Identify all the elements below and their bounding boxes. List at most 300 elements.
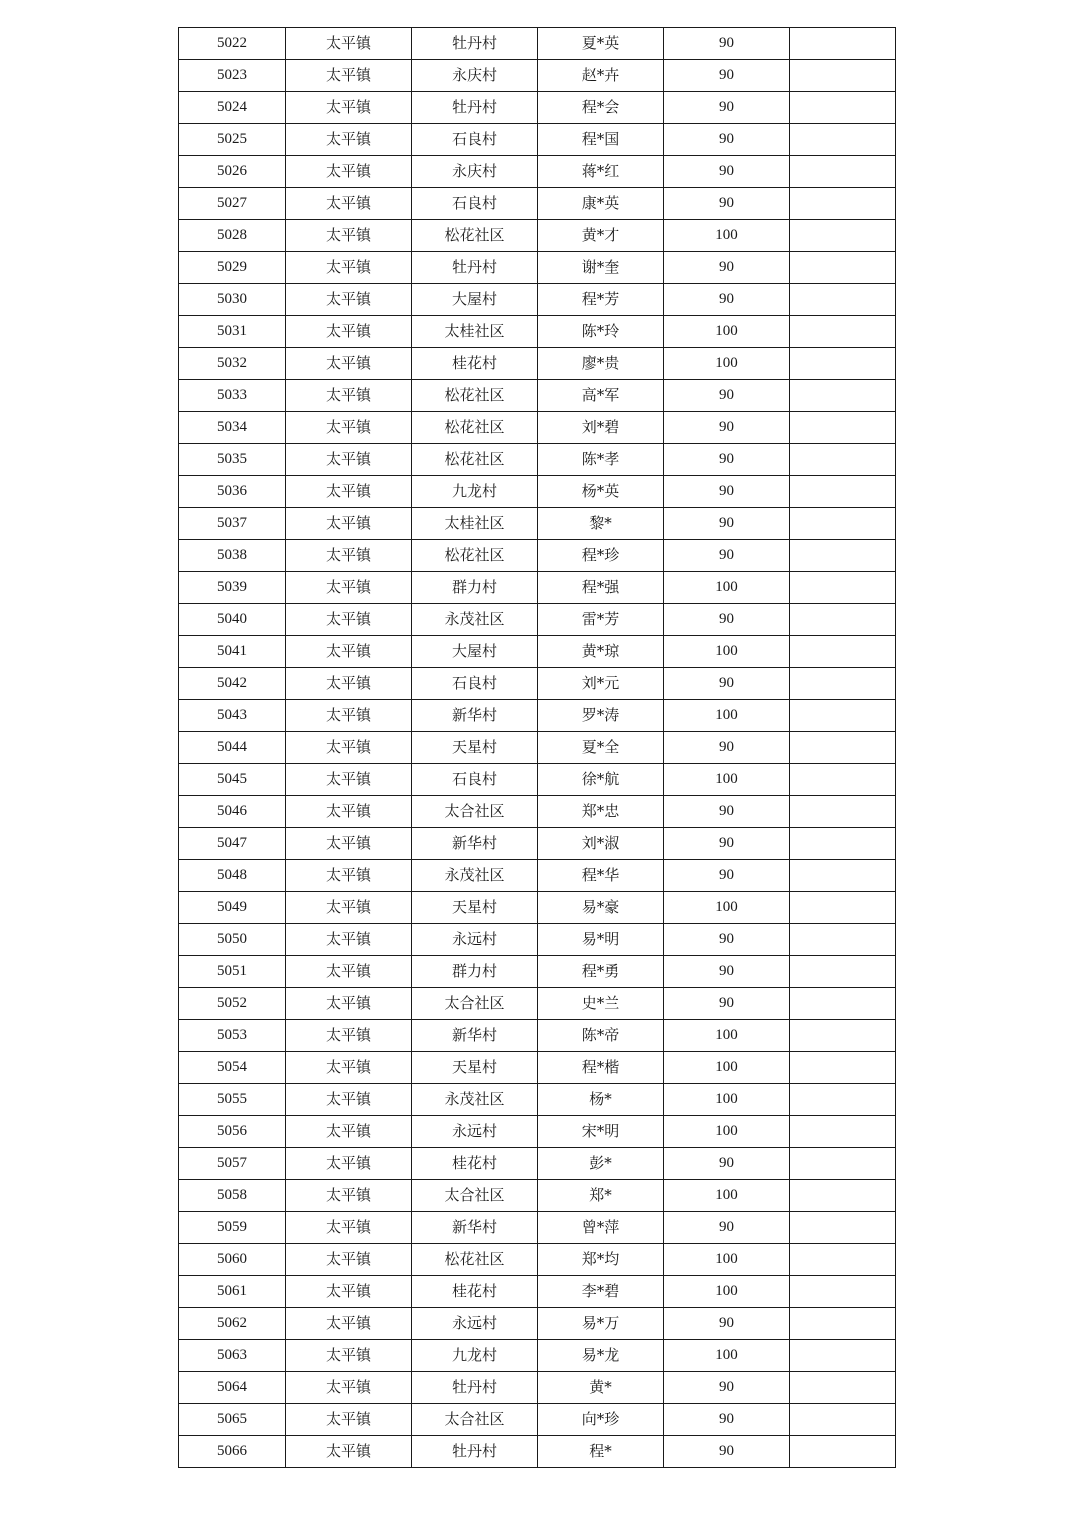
cell-town: 太平镇 <box>286 828 412 860</box>
cell-amount: 90 <box>664 60 790 92</box>
table-row <box>179 796 896 828</box>
cell-amount: 90 <box>664 860 790 892</box>
cell-serial-number: 5036 <box>179 476 286 508</box>
cell-note <box>790 1436 896 1468</box>
cell-person-name: 程*珍 <box>538 540 664 572</box>
cell-person-name: 程*华 <box>538 860 664 892</box>
table-row <box>179 828 896 860</box>
cell-person-name: 黎* <box>538 508 664 540</box>
cell-serial-number: 5045 <box>179 764 286 796</box>
cell-town: 太平镇 <box>286 92 412 124</box>
cell-person-name: 程* <box>538 1436 664 1468</box>
cell-town: 太平镇 <box>286 348 412 380</box>
cell-note <box>790 252 896 284</box>
table-row <box>179 1052 896 1084</box>
cell-serial-number: 5054 <box>179 1052 286 1084</box>
cell-amount: 100 <box>664 1084 790 1116</box>
cell-person-name: 程*勇 <box>538 956 664 988</box>
cell-amount: 90 <box>664 1436 790 1468</box>
cell-person-name: 易*明 <box>538 924 664 956</box>
cell-amount: 90 <box>664 988 790 1020</box>
table-row <box>179 1180 896 1212</box>
cell-village: 群力村 <box>412 572 538 604</box>
cell-town: 太平镇 <box>286 188 412 220</box>
cell-note <box>790 1180 896 1212</box>
cell-note <box>790 284 896 316</box>
cell-amount: 90 <box>664 508 790 540</box>
table-row <box>179 1436 896 1468</box>
cell-note <box>790 316 896 348</box>
cell-amount: 100 <box>664 1244 790 1276</box>
table-row <box>179 188 896 220</box>
cell-town: 太平镇 <box>286 764 412 796</box>
cell-town: 太平镇 <box>286 700 412 732</box>
table-row <box>179 1372 896 1404</box>
cell-town: 太平镇 <box>286 1436 412 1468</box>
cell-serial-number: 5048 <box>179 860 286 892</box>
cell-note <box>790 1340 896 1372</box>
cell-village: 永庆村 <box>412 60 538 92</box>
table-row <box>179 1212 896 1244</box>
cell-village: 桂花村 <box>412 1148 538 1180</box>
cell-person-name: 刘*碧 <box>538 412 664 444</box>
cell-amount: 90 <box>664 284 790 316</box>
cell-note <box>790 604 896 636</box>
cell-village: 松花社区 <box>412 380 538 412</box>
cell-person-name: 宋*明 <box>538 1116 664 1148</box>
cell-amount: 100 <box>664 348 790 380</box>
cell-serial-number: 5035 <box>179 444 286 476</box>
cell-village: 太合社区 <box>412 1180 538 1212</box>
cell-serial-number: 5055 <box>179 1084 286 1116</box>
cell-serial-number: 5066 <box>179 1436 286 1468</box>
cell-amount: 90 <box>664 828 790 860</box>
table-row <box>179 252 896 284</box>
cell-town: 太平镇 <box>286 636 412 668</box>
cell-village: 桂花村 <box>412 348 538 380</box>
table-row <box>179 572 896 604</box>
table-row <box>179 60 896 92</box>
cell-amount: 100 <box>664 892 790 924</box>
cell-town: 太平镇 <box>286 540 412 572</box>
cell-note <box>790 348 896 380</box>
cell-town: 太平镇 <box>286 860 412 892</box>
cell-note <box>790 828 896 860</box>
cell-amount: 100 <box>664 1116 790 1148</box>
cell-amount: 100 <box>664 1052 790 1084</box>
cell-amount: 90 <box>664 476 790 508</box>
cell-person-name: 罗*涛 <box>538 700 664 732</box>
cell-person-name: 夏*全 <box>538 732 664 764</box>
table-row <box>179 380 896 412</box>
cell-note <box>790 220 896 252</box>
cell-village: 石良村 <box>412 188 538 220</box>
table-row <box>179 1244 896 1276</box>
cell-village: 新华村 <box>412 828 538 860</box>
cell-town: 太平镇 <box>286 124 412 156</box>
table-row <box>179 348 896 380</box>
cell-amount: 90 <box>664 604 790 636</box>
cell-serial-number: 5033 <box>179 380 286 412</box>
cell-serial-number: 5062 <box>179 1308 286 1340</box>
cell-town: 太平镇 <box>286 1180 412 1212</box>
table-row <box>179 124 896 156</box>
cell-village: 太合社区 <box>412 796 538 828</box>
cell-note <box>790 892 896 924</box>
cell-person-name: 高*军 <box>538 380 664 412</box>
cell-village: 九龙村 <box>412 476 538 508</box>
cell-person-name: 徐*航 <box>538 764 664 796</box>
cell-serial-number: 5040 <box>179 604 286 636</box>
cell-person-name: 黄*琼 <box>538 636 664 668</box>
cell-note <box>790 1084 896 1116</box>
cell-note <box>790 764 896 796</box>
cell-town: 太平镇 <box>286 732 412 764</box>
cell-person-name: 郑* <box>538 1180 664 1212</box>
cell-village: 天星村 <box>412 732 538 764</box>
cell-village: 桂花村 <box>412 1276 538 1308</box>
cell-village: 牡丹村 <box>412 28 538 60</box>
cell-town: 太平镇 <box>286 988 412 1020</box>
cell-person-name: 廖*贵 <box>538 348 664 380</box>
subsidy-table <box>178 27 896 1468</box>
cell-note <box>790 668 896 700</box>
cell-serial-number: 5034 <box>179 412 286 444</box>
cell-town: 太平镇 <box>286 668 412 700</box>
cell-town: 太平镇 <box>286 508 412 540</box>
cell-note <box>790 860 896 892</box>
table-row <box>179 732 896 764</box>
cell-village: 牡丹村 <box>412 1436 538 1468</box>
table-row <box>179 924 896 956</box>
cell-amount: 100 <box>664 220 790 252</box>
cell-person-name: 刘*淑 <box>538 828 664 860</box>
cell-town: 太平镇 <box>286 1212 412 1244</box>
table-row <box>179 668 896 700</box>
cell-note <box>790 188 896 220</box>
cell-note <box>790 1372 896 1404</box>
cell-serial-number: 5061 <box>179 1276 286 1308</box>
cell-note <box>790 1244 896 1276</box>
cell-amount: 100 <box>664 1180 790 1212</box>
table-row <box>179 316 896 348</box>
cell-note <box>790 476 896 508</box>
cell-note <box>790 508 896 540</box>
cell-village: 太桂社区 <box>412 508 538 540</box>
cell-note <box>790 796 896 828</box>
cell-amount: 90 <box>664 156 790 188</box>
cell-person-name: 陈*玲 <box>538 316 664 348</box>
cell-village: 大屋村 <box>412 636 538 668</box>
cell-village: 永庆村 <box>412 156 538 188</box>
cell-note <box>790 572 896 604</box>
cell-note <box>790 1052 896 1084</box>
cell-serial-number: 5063 <box>179 1340 286 1372</box>
cell-person-name: 夏*英 <box>538 28 664 60</box>
cell-town: 太平镇 <box>286 956 412 988</box>
table-row <box>179 1084 896 1116</box>
cell-village: 永茂社区 <box>412 604 538 636</box>
cell-person-name: 郑*忠 <box>538 796 664 828</box>
cell-town: 太平镇 <box>286 316 412 348</box>
cell-person-name: 李*碧 <box>538 1276 664 1308</box>
cell-serial-number: 5065 <box>179 1404 286 1436</box>
cell-village: 松花社区 <box>412 444 538 476</box>
cell-town: 太平镇 <box>286 220 412 252</box>
cell-note <box>790 124 896 156</box>
table-row <box>179 700 896 732</box>
cell-amount: 90 <box>664 1404 790 1436</box>
cell-note <box>790 1020 896 1052</box>
cell-person-name: 杨*英 <box>538 476 664 508</box>
cell-note <box>790 988 896 1020</box>
cell-person-name: 蒋*红 <box>538 156 664 188</box>
table-row <box>179 604 896 636</box>
table-row <box>179 28 896 60</box>
cell-town: 太平镇 <box>286 412 412 444</box>
cell-amount: 90 <box>664 732 790 764</box>
cell-village: 松花社区 <box>412 1244 538 1276</box>
cell-serial-number: 5029 <box>179 252 286 284</box>
table-row <box>179 1020 896 1052</box>
cell-town: 太平镇 <box>286 444 412 476</box>
cell-person-name: 康*英 <box>538 188 664 220</box>
cell-note <box>790 732 896 764</box>
cell-serial-number: 5031 <box>179 316 286 348</box>
document-page <box>178 27 895 1468</box>
table-row <box>179 1276 896 1308</box>
cell-village: 新华村 <box>412 1212 538 1244</box>
cell-serial-number: 5047 <box>179 828 286 860</box>
cell-village: 石良村 <box>412 668 538 700</box>
cell-town: 太平镇 <box>286 1020 412 1052</box>
cell-amount: 90 <box>664 380 790 412</box>
cell-person-name: 程*强 <box>538 572 664 604</box>
cell-person-name: 黄*才 <box>538 220 664 252</box>
cell-town: 太平镇 <box>286 28 412 60</box>
cell-note <box>790 28 896 60</box>
cell-note <box>790 1308 896 1340</box>
cell-person-name: 彭* <box>538 1148 664 1180</box>
cell-person-name: 程*芳 <box>538 284 664 316</box>
cell-person-name: 向*珍 <box>538 1404 664 1436</box>
table-row <box>179 540 896 572</box>
cell-town: 太平镇 <box>286 1116 412 1148</box>
cell-village: 永远村 <box>412 1308 538 1340</box>
cell-town: 太平镇 <box>286 1052 412 1084</box>
cell-village: 大屋村 <box>412 284 538 316</box>
cell-person-name: 易*万 <box>538 1308 664 1340</box>
cell-amount: 100 <box>664 316 790 348</box>
cell-amount: 90 <box>664 92 790 124</box>
cell-town: 太平镇 <box>286 1244 412 1276</box>
cell-note <box>790 1116 896 1148</box>
cell-town: 太平镇 <box>286 252 412 284</box>
cell-serial-number: 5037 <box>179 508 286 540</box>
cell-serial-number: 5038 <box>179 540 286 572</box>
cell-village: 新华村 <box>412 1020 538 1052</box>
table-row <box>179 764 896 796</box>
cell-village: 太合社区 <box>412 988 538 1020</box>
cell-serial-number: 5059 <box>179 1212 286 1244</box>
cell-person-name: 程*国 <box>538 124 664 156</box>
table-row <box>179 1116 896 1148</box>
cell-village: 永远村 <box>412 1116 538 1148</box>
cell-town: 太平镇 <box>286 572 412 604</box>
cell-town: 太平镇 <box>286 1308 412 1340</box>
cell-serial-number: 5060 <box>179 1244 286 1276</box>
cell-serial-number: 5032 <box>179 348 286 380</box>
table-row <box>179 892 896 924</box>
cell-serial-number: 5028 <box>179 220 286 252</box>
cell-serial-number: 5026 <box>179 156 286 188</box>
cell-town: 太平镇 <box>286 380 412 412</box>
table-row <box>179 1340 896 1372</box>
cell-person-name: 黄* <box>538 1372 664 1404</box>
cell-serial-number: 5025 <box>179 124 286 156</box>
cell-serial-number: 5052 <box>179 988 286 1020</box>
cell-note <box>790 380 896 412</box>
table-body <box>179 28 896 1468</box>
cell-village: 永茂社区 <box>412 860 538 892</box>
cell-village: 牡丹村 <box>412 1372 538 1404</box>
cell-amount: 100 <box>664 700 790 732</box>
cell-town: 太平镇 <box>286 796 412 828</box>
cell-amount: 90 <box>664 444 790 476</box>
cell-amount: 90 <box>664 124 790 156</box>
cell-village: 天星村 <box>412 892 538 924</box>
cell-amount: 100 <box>664 1276 790 1308</box>
cell-serial-number: 5027 <box>179 188 286 220</box>
cell-note <box>790 1212 896 1244</box>
cell-person-name: 赵*卉 <box>538 60 664 92</box>
cell-amount: 90 <box>664 188 790 220</box>
cell-serial-number: 5053 <box>179 1020 286 1052</box>
cell-serial-number: 5042 <box>179 668 286 700</box>
cell-amount: 90 <box>664 1148 790 1180</box>
table-row <box>179 956 896 988</box>
cell-serial-number: 5046 <box>179 796 286 828</box>
cell-note <box>790 92 896 124</box>
cell-amount: 90 <box>664 796 790 828</box>
cell-village: 永茂社区 <box>412 1084 538 1116</box>
cell-amount: 90 <box>664 540 790 572</box>
cell-town: 太平镇 <box>286 1372 412 1404</box>
cell-person-name: 易*龙 <box>538 1340 664 1372</box>
cell-amount: 100 <box>664 1340 790 1372</box>
cell-town: 太平镇 <box>286 156 412 188</box>
cell-village: 九龙村 <box>412 1340 538 1372</box>
cell-person-name: 史*兰 <box>538 988 664 1020</box>
cell-village: 太桂社区 <box>412 316 538 348</box>
cell-serial-number: 5058 <box>179 1180 286 1212</box>
cell-serial-number: 5039 <box>179 572 286 604</box>
cell-person-name: 刘*元 <box>538 668 664 700</box>
cell-note <box>790 540 896 572</box>
cell-town: 太平镇 <box>286 60 412 92</box>
cell-person-name: 谢*奎 <box>538 252 664 284</box>
cell-serial-number: 5056 <box>179 1116 286 1148</box>
cell-person-name: 曾*萍 <box>538 1212 664 1244</box>
cell-person-name: 易*豪 <box>538 892 664 924</box>
cell-town: 太平镇 <box>286 1404 412 1436</box>
cell-amount: 100 <box>664 764 790 796</box>
table-row <box>179 860 896 892</box>
cell-amount: 90 <box>664 1212 790 1244</box>
cell-person-name: 程*会 <box>538 92 664 124</box>
table-row <box>179 284 896 316</box>
cell-serial-number: 5050 <box>179 924 286 956</box>
cell-amount: 90 <box>664 252 790 284</box>
cell-amount: 100 <box>664 1020 790 1052</box>
cell-note <box>790 412 896 444</box>
cell-town: 太平镇 <box>286 1084 412 1116</box>
table-row <box>179 988 896 1020</box>
cell-amount: 90 <box>664 28 790 60</box>
table-row <box>179 508 896 540</box>
cell-village: 石良村 <box>412 764 538 796</box>
cell-town: 太平镇 <box>286 1148 412 1180</box>
cell-amount: 90 <box>664 1372 790 1404</box>
cell-note <box>790 636 896 668</box>
cell-serial-number: 5057 <box>179 1148 286 1180</box>
cell-note <box>790 444 896 476</box>
cell-town: 太平镇 <box>286 1276 412 1308</box>
cell-village: 牡丹村 <box>412 92 538 124</box>
cell-note <box>790 924 896 956</box>
cell-serial-number: 5044 <box>179 732 286 764</box>
cell-person-name: 郑*均 <box>538 1244 664 1276</box>
cell-village: 新华村 <box>412 700 538 732</box>
cell-village: 松花社区 <box>412 412 538 444</box>
cell-amount: 90 <box>664 668 790 700</box>
cell-note <box>790 956 896 988</box>
cell-town: 太平镇 <box>286 892 412 924</box>
cell-town: 太平镇 <box>286 604 412 636</box>
cell-serial-number: 5030 <box>179 284 286 316</box>
cell-amount: 90 <box>664 1308 790 1340</box>
cell-serial-number: 5041 <box>179 636 286 668</box>
cell-amount: 90 <box>664 956 790 988</box>
table-row <box>179 92 896 124</box>
cell-village: 太合社区 <box>412 1404 538 1436</box>
cell-amount: 100 <box>664 572 790 604</box>
cell-town: 太平镇 <box>286 476 412 508</box>
table-row <box>179 1148 896 1180</box>
cell-village: 松花社区 <box>412 220 538 252</box>
cell-town: 太平镇 <box>286 284 412 316</box>
cell-note <box>790 700 896 732</box>
table-row <box>179 1308 896 1340</box>
cell-note <box>790 1404 896 1436</box>
cell-serial-number: 5022 <box>179 28 286 60</box>
cell-town: 太平镇 <box>286 1340 412 1372</box>
table-row <box>179 156 896 188</box>
cell-note <box>790 156 896 188</box>
cell-amount: 100 <box>664 636 790 668</box>
table-row <box>179 220 896 252</box>
cell-serial-number: 5064 <box>179 1372 286 1404</box>
cell-note <box>790 60 896 92</box>
cell-amount: 90 <box>664 412 790 444</box>
cell-person-name: 杨* <box>538 1084 664 1116</box>
cell-note <box>790 1276 896 1308</box>
cell-village: 天星村 <box>412 1052 538 1084</box>
cell-serial-number: 5024 <box>179 92 286 124</box>
cell-town: 太平镇 <box>286 924 412 956</box>
table-row <box>179 412 896 444</box>
cell-village: 松花社区 <box>412 540 538 572</box>
